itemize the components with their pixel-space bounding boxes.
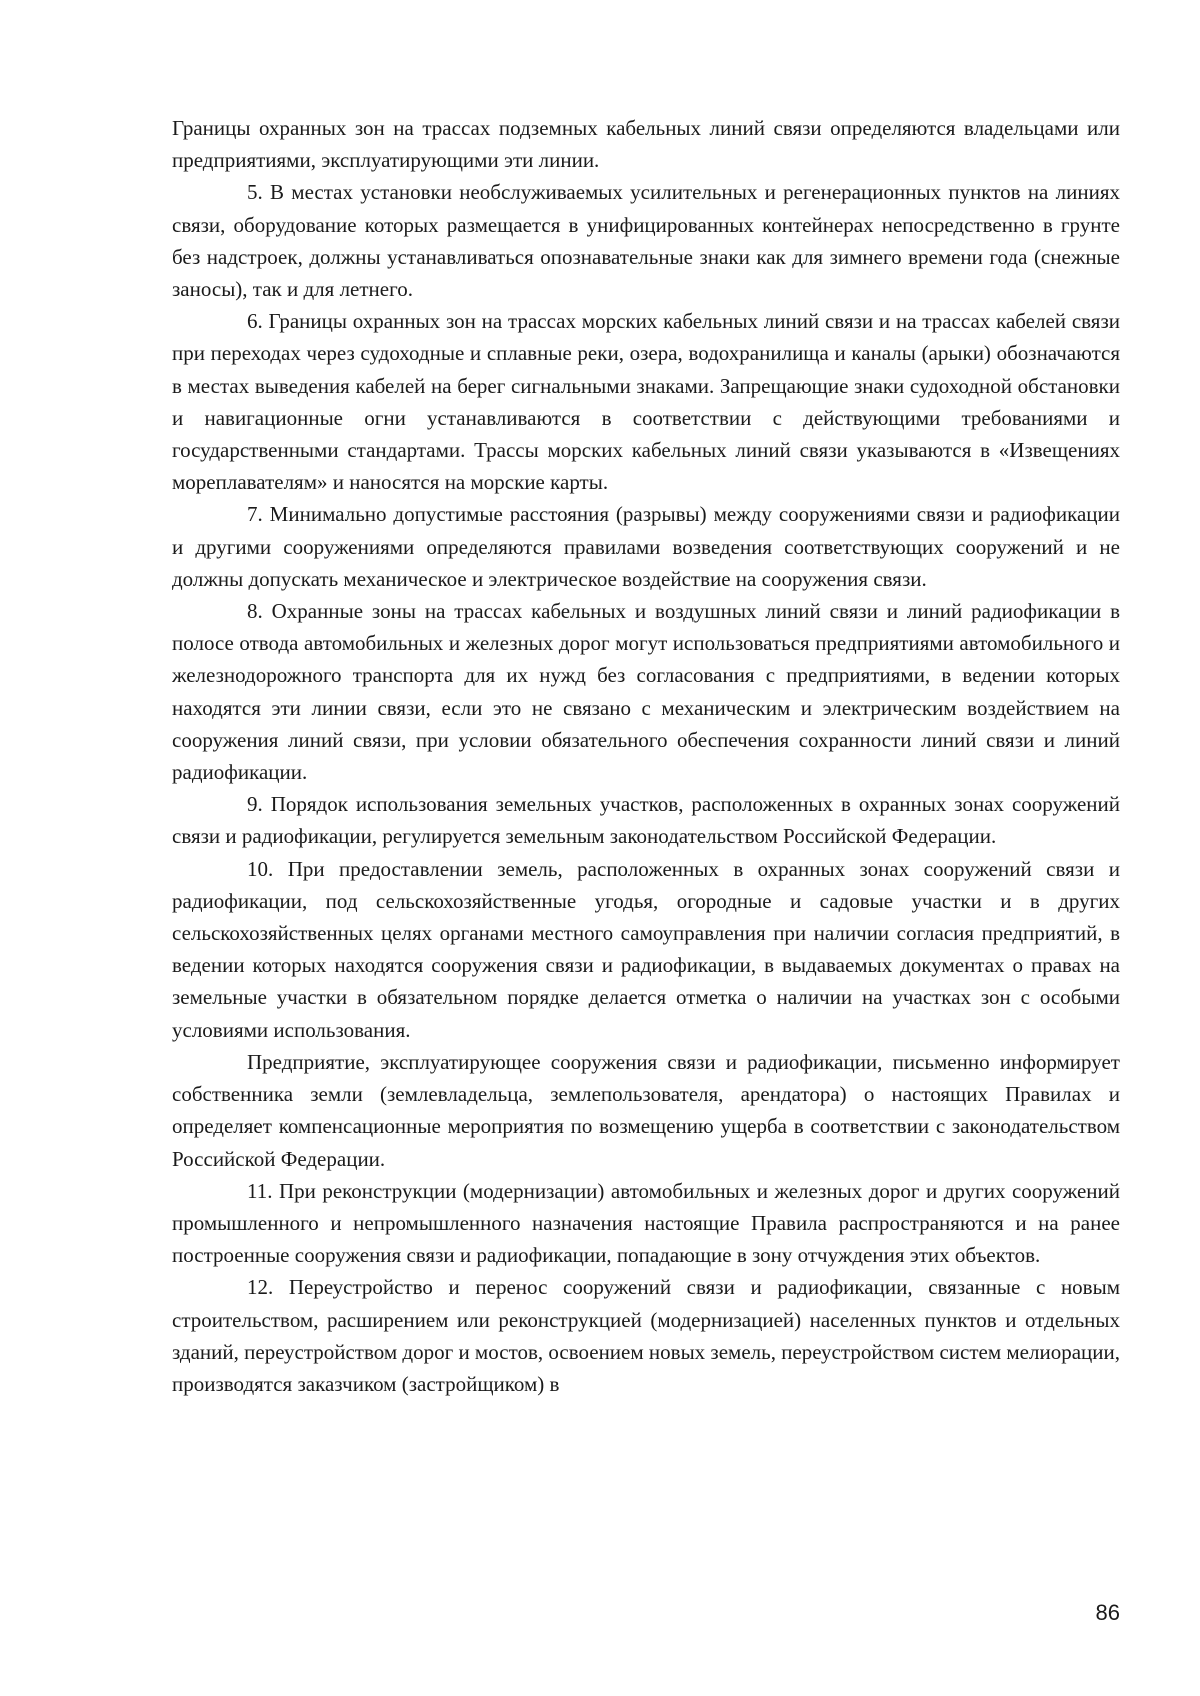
paragraph-5: 5. В местах установки необслуживаемых усилительных и регенерационных пунктов на линиях связи, оборудование которых размещается в унифицированных контейнерах непосредственно в грунте без надстроек, должны устанавливаться опознавательные знаки как для зимнего времени года (снежные заносы), так и для летнего.: [172, 180, 1120, 302]
paragraph-10: 10. При предоставлении земель, расположенных в охранных зонах сооружений связи и радиофикации, под сельскохозяйственные угодья, огородные и садовые участки и в других сельскохозяйственных целях органами местного самоуправления при наличии согласия предприятий, в ведении которых находятся сооружения связи и радиофикации, в выдаваемых документах о правах на земельные участки в обязательном порядке делается отметка о наличии на участках зон с особыми условиями использования.: [172, 856, 1120, 1042]
paragraph-12: 12. Переустройство и перенос сооружений связи и радиофикации, связанные с новым строительством, расширением или реконструкцией (модернизацией) населенных пунктов и отдельных зданий, переустройством дорог и мостов, освоением новых земель, переустройством систем мелиорации, производятся заказчиком (застройщиком) в: [172, 1275, 1120, 1396]
paragraph-8: 8. Охранные зоны на трассах кабельных и воздушных линий связи и линий радиофикации в полосе отвода автомобильных и железных дорог могут использоваться предприятиями автомобильного и железнодорожного транспорта для их нужд без согласования с предприятиями, в ведении которых находятся эти линии связи, если это не связано с механическим и электрическим воздействием на сооружения линий связи, при условии обязательного обеспечения сохранности линий связи и линий радиофикации.: [172, 599, 1120, 785]
paragraph-6: 6. Границы охранных зон на трассах морских кабельных линий связи и на трассах кабелей связи при переходах через судоходные и сплавные реки, озера, водохранилища и каналы (арыки) обозначаются в местах выведения кабелей на берег сигнальными знаками. Запрещающие знаки судоходной обстановки и навигационные огни устанавливаются в соответствии с действующими требованиями и государственными стандартами. Трассы морских кабельных линий связи указываются в «Извещениях мореплавателям» и наносятся на морские карты.: [172, 309, 1120, 495]
paragraph-10-continued: Предприятие, эксплуатирующее сооружения связи и радиофикации, письменно информирует собственника земли (землевладельца, землепользователя, арендатора) о настоящих Правилах и определяет компенсационные мероприятия по возмещению ущерба в соответствии с законодательством Российской Федерации.: [172, 1049, 1120, 1171]
paragraph-11: 11. При реконструкции (модернизации) автомобильных и железных дорог и других сооружений промышленного и непромышленного назначения настоящие Правила распространяются и на ранее построенные сооружения связи и радиофикации, попадающие в зону отчуждения этих объектов.: [172, 1178, 1120, 1268]
body-text: [172, 112, 1120, 1400]
paragraph-7: 7. Минимально допустимые расстояния (разрывы) между сооружениями связи и радиофикации и другими сооружениями определяются правилами возведения соответствующих сооружений и не должны допускать механическое и электрическое воздействие на сооружения связи.: [172, 502, 1120, 591]
paragraph-9: 9. Порядок использования земельных участков, расположенных в охранных зонах сооружений связи и радиофикации, регулируется земельным законодательством Российской Федерации.: [172, 792, 1120, 849]
paragraph-continuation: Границы охранных зон на трассах подземных кабельных линий связи определяются владельцами или предприятиями, эксплуатирующими эти линии.: [172, 116, 1120, 173]
page-number: 86: [1095, 1600, 1120, 1625]
